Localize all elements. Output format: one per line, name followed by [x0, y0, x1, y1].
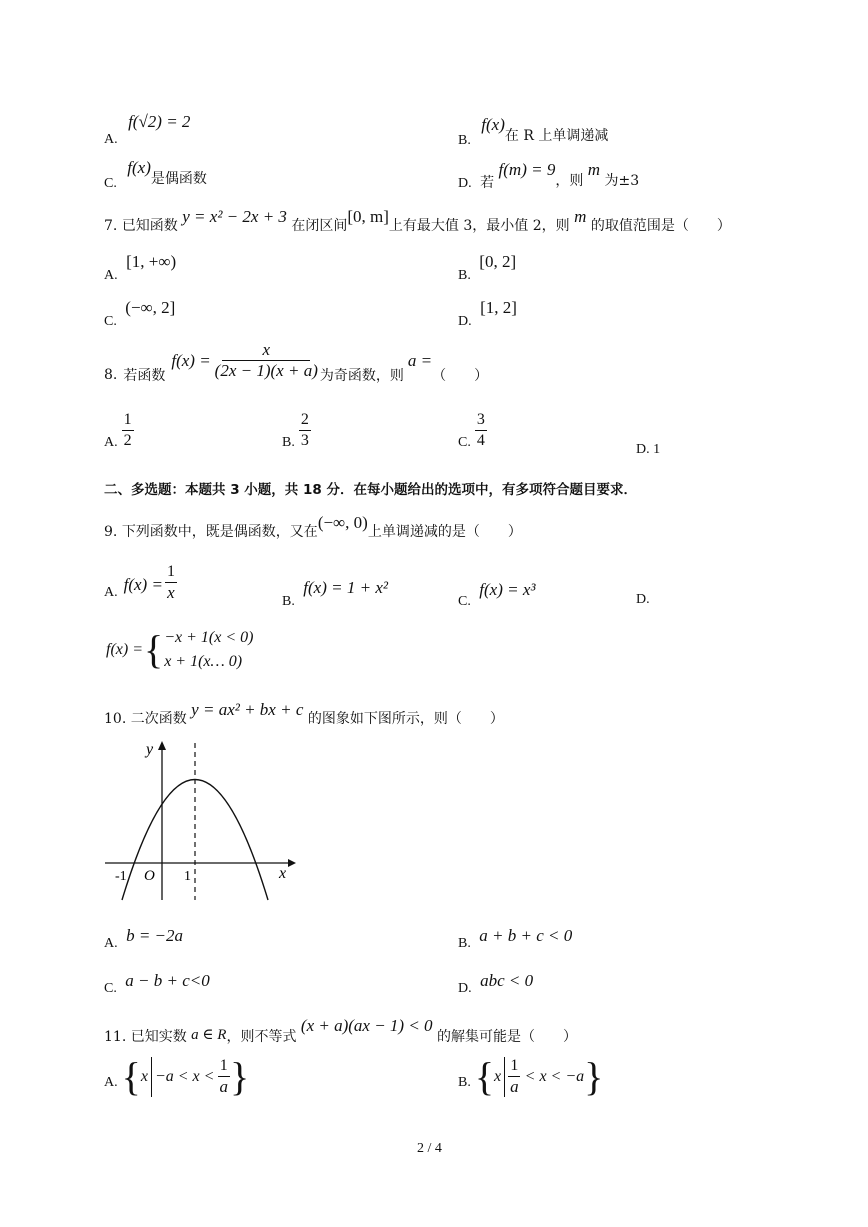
left-brace: {	[144, 627, 164, 672]
question-number: 7.	[104, 218, 118, 234]
option-label: A.	[104, 132, 118, 147]
option-label: A.	[104, 585, 118, 600]
q11-option-a[interactable]	[104, 1053, 250, 1099]
q11-stem	[104, 1016, 578, 1045]
option-text: 是偶函数	[150, 171, 207, 187]
q8-stem	[104, 340, 489, 384]
q9-option-c[interactable]	[458, 580, 536, 609]
stem-text: 在闭区间	[291, 218, 348, 234]
numerator: 2	[299, 410, 311, 431]
option-expr: f(x)	[127, 158, 151, 177]
option-expr: a − b + c<0	[125, 971, 210, 990]
option-label: A.	[104, 268, 118, 283]
numerator: 1	[508, 1056, 520, 1077]
q7-option-d[interactable]	[458, 298, 517, 329]
option-expr: abc < 0	[480, 971, 534, 990]
q7-option-c[interactable]	[104, 298, 176, 329]
option-label: A.	[104, 936, 118, 951]
option-label: D.	[458, 981, 472, 996]
option-expr: f(x)	[481, 115, 505, 134]
stem-text: 已知实数	[130, 1029, 187, 1045]
condition-expr: a ∈ R	[191, 1027, 227, 1043]
option-label: D.	[458, 314, 472, 329]
inequality-expr: (x + a)(ax − 1) < 0	[300, 1016, 433, 1035]
function-expr: y = x² − 2x + 3	[182, 207, 287, 226]
q6-option-a[interactable]	[104, 112, 191, 147]
page-number: 2 / 4	[417, 1141, 442, 1156]
option-label: B.	[458, 1075, 471, 1090]
option-label: D.	[458, 176, 472, 191]
stem-text: 为奇函数，则	[319, 367, 404, 384]
option-label: A.	[104, 1075, 118, 1090]
option-expr: b = −2a	[126, 926, 184, 945]
fraction	[299, 410, 311, 451]
denominator: x	[167, 583, 175, 602]
option-text: 在 R 上单调递减	[504, 128, 609, 144]
q7-stem	[104, 207, 731, 234]
tick-label-1: 1	[184, 869, 191, 884]
option-expr: f(m) = 9	[498, 160, 556, 179]
left-brace: {	[474, 1053, 495, 1099]
denominator: 2	[123, 432, 132, 449]
option-label: A.	[104, 435, 118, 450]
function-lhs: f(x) =	[171, 350, 211, 370]
var-m: m	[574, 207, 587, 226]
option-expr: [0, 2]	[479, 252, 517, 271]
set-expr	[121, 1053, 250, 1099]
option-expr: (−∞, 2]	[125, 298, 176, 317]
option-expr: f(x) = 1 + x²	[303, 578, 388, 597]
denominator: a	[219, 1077, 228, 1096]
q9-option-a[interactable]	[104, 562, 177, 601]
numerator: 1	[165, 562, 177, 583]
q8-option-c[interactable]	[458, 410, 487, 451]
option-var: m	[587, 160, 601, 179]
x-axis-label: x	[279, 865, 287, 882]
set-condition: < x < −a	[524, 1067, 585, 1085]
option-label: B.	[458, 133, 471, 148]
q8-option-b[interactable]	[282, 410, 311, 451]
x-axis-arrow	[288, 859, 296, 867]
stem-text: 下列函数中，既是偶函数，又在	[121, 524, 318, 540]
option-pre: 若	[480, 175, 495, 191]
option-label: C.	[458, 435, 471, 450]
set-bar	[504, 1057, 505, 1097]
fraction	[213, 340, 320, 381]
question-number: 9.	[104, 524, 118, 540]
stem-text: 上单调递减的是（ ）	[367, 524, 522, 540]
q7-option-a[interactable]	[104, 252, 177, 283]
q10-option-a[interactable]	[104, 926, 184, 951]
option-label: C.	[104, 314, 117, 329]
set-bar	[151, 1057, 152, 1097]
fraction	[122, 410, 134, 451]
option-label: C.	[104, 981, 117, 996]
stem-text: 若函数	[123, 367, 166, 384]
q6-option-c[interactable]	[104, 158, 207, 191]
question-number: 8.	[104, 366, 118, 383]
tick-label-neg1: -1	[115, 869, 127, 884]
option-text: 为±3	[604, 173, 640, 189]
stem-text: 上有最大值 3，最小值 2，则	[388, 218, 570, 234]
interval-expr: [0, m]	[347, 207, 389, 226]
option-expr: f(√2) = 2	[128, 112, 191, 131]
option-label: B.	[458, 268, 471, 283]
section-heading: 二、多选题：本题共 3 小题，共 18 分．在每小题给出的选项中，有多项符合题目要求．	[104, 482, 637, 498]
fraction	[508, 1056, 521, 1097]
stem-text: 的取值范围是（ ）	[590, 218, 731, 234]
interval-expr: (−∞, 0)	[317, 513, 368, 532]
option-expr: [1, +∞)	[126, 252, 177, 271]
q9-option-d[interactable]	[106, 626, 253, 674]
var-a: a =	[407, 350, 433, 370]
stem-text: 二次函数	[130, 711, 187, 727]
numerator: x	[222, 340, 310, 361]
stem-text: ，则不等式	[226, 1029, 297, 1045]
q10-option-b[interactable]	[458, 926, 573, 951]
denominator: 4	[476, 432, 485, 449]
denominator: (2x − 1)(x + a)	[214, 361, 318, 380]
option-label: B.	[282, 594, 295, 609]
option-expr: [1, 2]	[480, 298, 517, 317]
case-1: −x + 1(x < 0)	[164, 629, 254, 646]
q11-option-b[interactable]	[458, 1053, 604, 1099]
fraction	[217, 1056, 230, 1097]
q9-stem	[104, 513, 522, 540]
piecewise-cases	[164, 626, 253, 674]
left-brace: {	[121, 1053, 141, 1099]
parabola-graph	[100, 735, 300, 905]
q10-stem	[104, 700, 504, 727]
option-label: C.	[458, 594, 471, 609]
numerator: 1	[218, 1056, 230, 1077]
q10-option-d[interactable]	[458, 971, 534, 996]
right-brace: }	[584, 1053, 604, 1099]
denominator: 3	[300, 432, 309, 449]
case-2: x + 1(x… 0)	[164, 653, 243, 670]
option-label: B.	[458, 936, 471, 951]
stem-text: 已知函数	[121, 218, 178, 234]
fraction	[475, 410, 487, 451]
question-number: 10.	[104, 711, 127, 727]
set-var: x	[140, 1067, 148, 1085]
q8-option-d[interactable]: D. 1	[636, 442, 661, 457]
q7-option-b[interactable]	[458, 252, 517, 283]
set-var: x	[494, 1067, 502, 1085]
option-mid: ，则	[555, 173, 584, 189]
q6-option-d[interactable]	[458, 160, 640, 191]
q9-option-d-label[interactable]: D.	[636, 592, 650, 607]
denominator: a	[510, 1077, 519, 1096]
fraction	[165, 562, 177, 603]
option-label: C.	[104, 176, 117, 191]
q8-option-a[interactable]	[104, 410, 134, 451]
set-expr	[474, 1053, 604, 1099]
stem-text: （ ）	[432, 367, 489, 384]
stem-text: 的图象如下图所示，则（ ）	[307, 711, 504, 727]
question-number: 11.	[104, 1029, 127, 1045]
stem-text: 的解集可能是（ ）	[437, 1029, 578, 1045]
option-expr: f(x) = x³	[479, 580, 536, 599]
y-axis-label: y	[146, 741, 154, 758]
option-label: B.	[282, 435, 295, 450]
q9-option-b[interactable]	[282, 578, 388, 609]
function-lhs: f(x) =	[106, 641, 143, 658]
numerator: 1	[122, 410, 134, 431]
set-condition: −a < x <	[154, 1067, 215, 1085]
function-expr: y = ax² + bx + c	[191, 700, 304, 719]
function-lhs: f(x) =	[123, 575, 163, 594]
option-expr: a + b + c < 0	[479, 926, 573, 945]
y-axis-arrow	[158, 741, 166, 750]
q6-option-b[interactable]	[458, 115, 609, 148]
right-brace: }	[229, 1053, 250, 1099]
origin-label: O	[144, 868, 155, 884]
numerator: 3	[475, 410, 487, 431]
q10-option-c[interactable]	[104, 971, 210, 996]
